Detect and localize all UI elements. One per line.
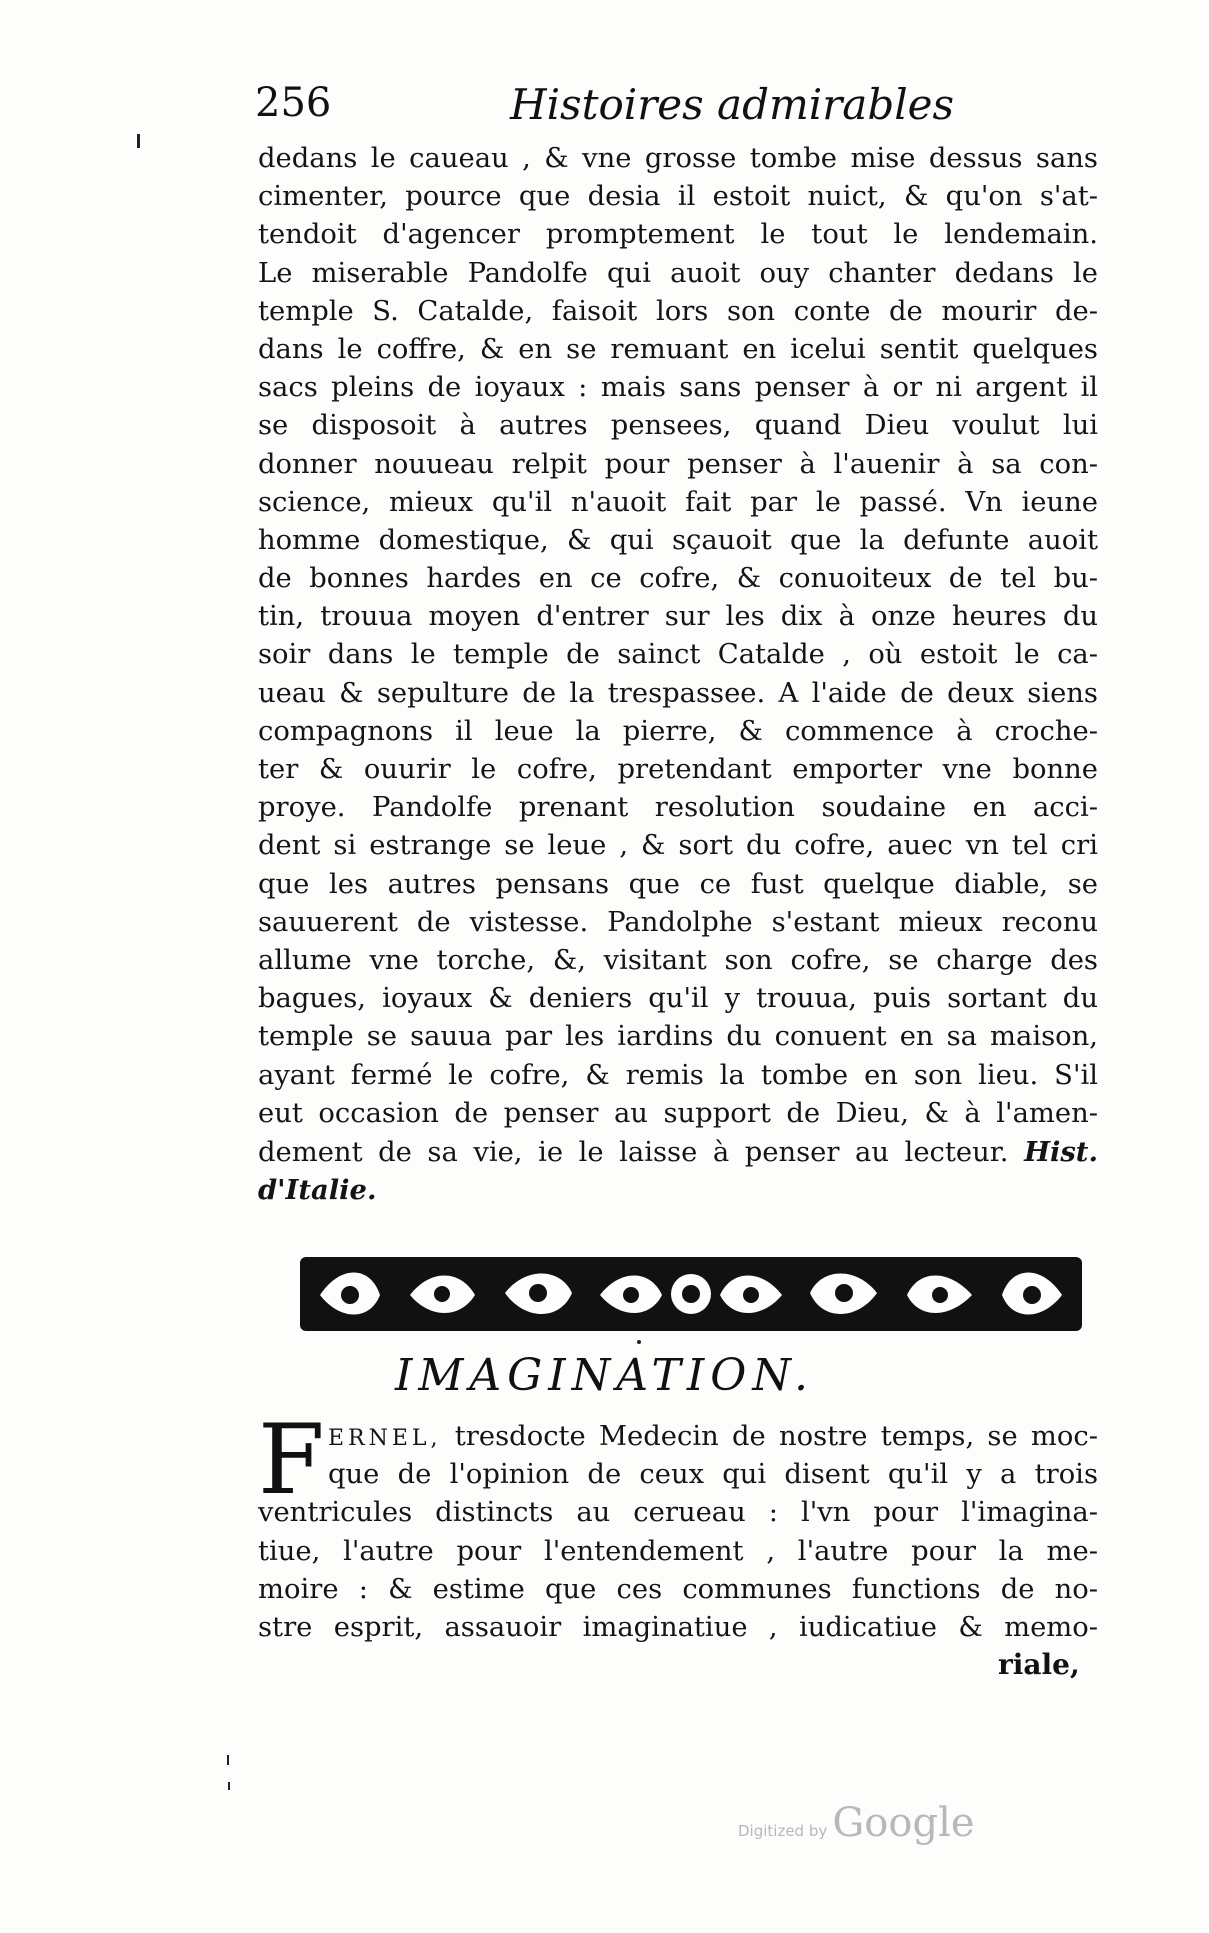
text-line: temple se sauua par les iardins du conuent en sa maison, xyxy=(258,1021,1098,1053)
catchword: riale, xyxy=(998,1648,1080,1681)
text-line: donner nouueau relpit pour penser à l'auenir à sa con- xyxy=(258,448,1098,480)
text-line xyxy=(258,1418,1098,1456)
margin-mark xyxy=(227,1755,229,1765)
text-line: que de l'opinion de ceux qui disent qu'il y a trois xyxy=(328,1459,1098,1491)
text-line: eut occasion de penser au support de Dieu, & à l'amen- xyxy=(258,1097,1098,1129)
text-line: dedans le caueau , & vne grosse tombe mise dessus sans xyxy=(258,143,1098,174)
section-title: IMAGINATION. xyxy=(394,1350,815,1401)
margin-mark xyxy=(137,134,140,148)
dot-mark xyxy=(637,1340,641,1344)
page-number: 256 xyxy=(255,80,332,126)
digitized-by-text: Digitized by xyxy=(738,1822,828,1840)
text-line-with-citation xyxy=(258,1133,1098,1171)
text-line: se disposoit à autres pensees, quand Dieu voulut lui xyxy=(258,410,1098,442)
section-text xyxy=(258,1404,1098,1647)
text-line: ueau & sepulture de la trespassee. A l'aide de deux siens xyxy=(258,677,1098,709)
text-line: homme domestique, & qui sçauoit que la defunte auoit xyxy=(258,524,1098,556)
text-line: que les autres pensans que ce fust quelque diable, se xyxy=(258,868,1098,900)
text-line: de bonnes hardes en ce cofre, & conuoiteux de tel bu- xyxy=(258,563,1098,595)
text-line: sauuerent de vistesse. Pandolphe s'estant mieux reconu xyxy=(258,906,1098,938)
text-line: Le miserable Pandolfe qui auoit ouy chanter dedans le xyxy=(258,257,1098,289)
text-line: allume vne torche, &, visitant son cofre, se charge des xyxy=(258,944,1098,976)
text-line-content: tresdocte Medecin de nostre temps, se moc- xyxy=(454,1421,1098,1452)
text-line: temple S. Catalde, faisoit lors son conte de mourir de- xyxy=(258,295,1098,327)
citation-line xyxy=(258,1171,1098,1209)
text-line: cimenter, pource que desia il estoit nuict, & qu'on s'at- xyxy=(258,181,1098,213)
margin-mark xyxy=(228,1782,230,1790)
text-line: dent si estrange se leue , & sort du cofre, auec vn tel cri xyxy=(258,830,1098,862)
text-line-content: dement de sa vie, ie le laisse à penser au lecteur. xyxy=(258,1136,1009,1168)
page-header xyxy=(255,80,955,140)
text-line: compagnons il leue la pierre, & commence à croche- xyxy=(258,715,1098,747)
text-line: bagues, ioyaux & deniers qu'il y trouua, puis sortant du xyxy=(258,983,1098,1015)
small-caps-word: ERNEL, xyxy=(328,1426,442,1451)
citation-part-1: Hist. xyxy=(1024,1135,1098,1168)
running-head: Histoires admirables xyxy=(510,80,955,129)
text-line: tin, trouua moyen d'entrer sur les dix à onze heures du xyxy=(258,601,1098,633)
drop-cap: F xyxy=(258,1404,325,1516)
google-watermark xyxy=(738,1800,975,1846)
text-line: stre esprit, assauoir imaginatiue , iudicatiue & memo- xyxy=(258,1611,1098,1643)
citation-part-2: d'Italie. xyxy=(258,1174,377,1207)
text-line: tiue, l'autre pour l'entendement , l'autre pour la me- xyxy=(258,1535,1098,1567)
text-line: dans le coffre, & en se remuant en icelui sentit quelques xyxy=(258,333,1098,365)
text-line: ter & ouurir le cofre, pretendant emporter vne bonne xyxy=(258,754,1098,785)
text-line: proye. Pandolfe prenant resolution soudaine en acci- xyxy=(258,792,1098,824)
text-line: ventricules distincts au cerueau : l'vn pour l'imagina- xyxy=(258,1497,1098,1529)
google-logo: Google xyxy=(832,1800,975,1846)
text-line: ayant fermé le cofre, & remis la tombe en son lieu. S'il xyxy=(258,1059,1098,1091)
text-line: soir dans le temple de sainct Catalde , où estoit le ca- xyxy=(258,639,1098,671)
body-text xyxy=(258,140,1098,1209)
text-line: tendoit d'agencer promptement le tout le lendemain. xyxy=(258,219,1098,251)
text-line: sacs pleins de ioyaux : mais sans penser à or ni argent il xyxy=(258,372,1098,404)
text-line: science, mieux qu'il n'auoit fait par le passé. Vn ieune xyxy=(258,486,1098,518)
text-line: moire : & estime que ces communes functions de no- xyxy=(258,1573,1098,1605)
ornamental-headpiece xyxy=(300,1255,1082,1333)
